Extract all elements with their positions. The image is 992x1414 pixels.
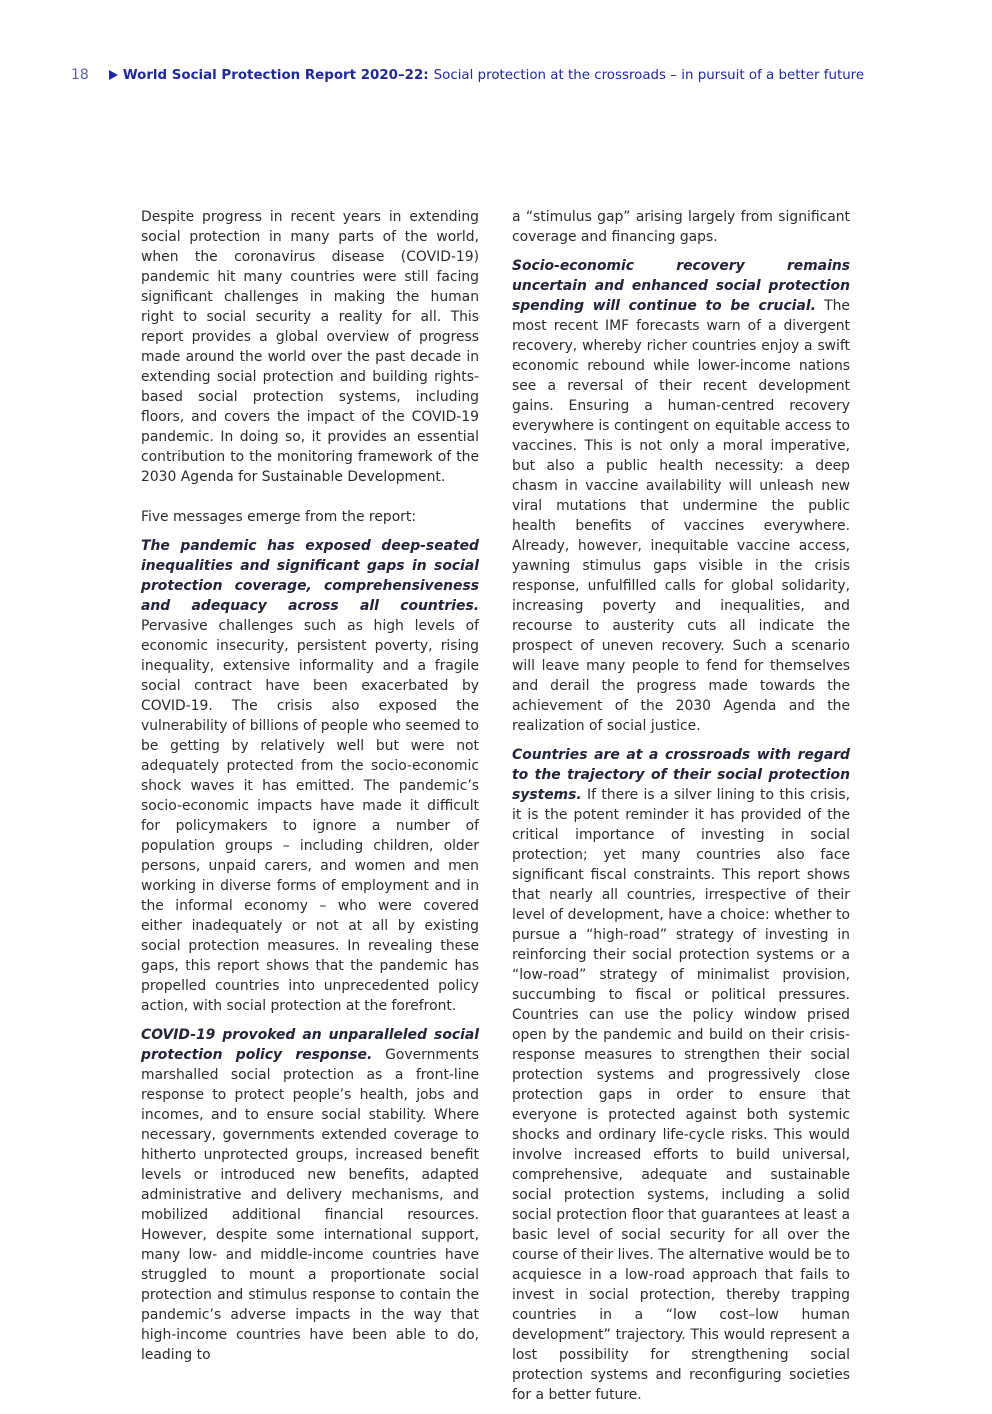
message-3-paragraph: [512, 256, 850, 736]
running-header: [71, 66, 864, 84]
left-column: [141, 207, 479, 1374]
report-subtitle: Social protection at the crossroads – in pursuit of a better future: [433, 67, 865, 83]
right-column: [512, 207, 850, 1414]
message-2-lead: COVID-19 provoked an unparalleled social protection policy response.: [141, 1027, 479, 1063]
message-4-lead: Countries are at a crossroads with regard to the trajectory of their social protection systems.: [512, 747, 850, 803]
message-3-body: The most recent IMF forecasts warn of a divergent recovery, whereby richer countries enjoy a swift economic rebound while lower-income nations see a reversal of their recent development gains. Ensuring a human-centred recovery everywhere is contingent on equitable access to vaccines. This is not only a moral imperative, but also a public health necessity: a deep chasm in vaccine availability will unleash new viral mutations that undermine the public health benefits of vaccines everywhere. Already, however, inequitable vaccine access, yawning stimulus gaps visible in the crisis response, unfulfilled calls for global solidarity, increasing poverty and inequalities, and recourse to austerity cuts all indicate the prospect of uneven recovery. Such a scenario will leave many people to fend for themselves and derail the progress made towards the achievement of the 2030 Agenda and the realization of social justice.: [512, 298, 850, 734]
intro-paragraph: Despite progress in recent years in extending social protection in many parts of the world, when the coronavirus disease (COVID-19) pandemic hit many countries were still facing significant challenges in making the human right to social security a reality for all. This report provides a global overview of progress made around the world over the past decade in extending social protection and building rights-based social protection systems, including floors, and covers the impact of the COVID-19 pandemic. In doing so, it provides an essential contribution to the monitoring framework of the 2030 Agenda for Sustainable Development.: [141, 209, 479, 485]
page-number: 18: [71, 67, 89, 83]
message-1-lead: The pandemic has exposed deep-seated inequalities and significant gaps in social protection coverage, comprehensiveness and adequacy across all countries.: [141, 538, 479, 614]
report-title: World Social Protection Report 2020–22:: [122, 67, 429, 83]
message-2-body: Governments marshalled social protection as a front-line response to protect people’s health, jobs and incomes, and to ensure social stability. Where necessary, governments extended coverage to hitherto unprotected groups, increased benefit levels or introduced new benefits, adapted administrative and delivery mechanisms, and mobilized additional financial resources. However, despite some international support, many low- and middle-income countries have struggled to mount a proportionate social protection and stimulus response to contain the pandemic’s adverse impacts in the way that high-income countries have been able to do, leading to: [141, 1047, 479, 1363]
message-1-paragraph: [141, 536, 479, 1016]
five-messages-intro: Five messages emerge from the report:: [141, 509, 417, 525]
continuation-paragraph: a “stimulus gap” arising largely from significant coverage and financing gaps.: [512, 209, 850, 245]
message-4-body: If there is a silver lining to this crisis, it is the potent reminder it has provided of the critical importance of investing in social protection; yet many countries also face significant fiscal constraints. This report shows that nearly all countries, irrespective of their level of development, have a choice: whether to pursue a “high-road” strategy of investing in reinforcing their social protection systems or a “low-road” strategy of minimalist provision, succumbing to fiscal or political pressures. Countries can use the policy window prised open by the pandemic and build on their crisis-response measures to strengthen their social protection systems and progressively close protection gaps in order to ensure that everyone is protected against both systemic shocks and ordinary life-cycle risks. This would involve increased efforts to build universal, comprehensive, adequate and sustainable social protection systems, including a solid social protection floor that guarantees at least a basic level of social security for all over the course of their lives. The alternative would be to acquiesce in a low-road approach that fails to invest in social protection, thereby trapping countries in a “low cost–low human development” trajectory. This would represent a lost possibility for strengthening social protection systems and reconfiguring societies for a better future.: [512, 787, 850, 1403]
triangle-arrow-icon: [109, 70, 118, 80]
message-4-paragraph: [512, 745, 850, 1405]
message-2-paragraph: [141, 1025, 479, 1365]
message-3-lead: Socio-economic recovery remains uncertain and enhanced social protection spending will continue to be crucial.: [512, 258, 850, 314]
message-1-body: Pervasive challenges such as high levels of economic insecurity, persistent poverty, rising inequality, extensive informality and a fragile social contract have been exacerbated by COVID-19. The crisis also exposed the vulnerability of billions of people who seemed to be getting by relatively well but were not adequately protected from the socio-economic shock waves it has emitted. The pandemic’s socio-economic impacts have made it difficult for policymakers to ignore a number of population groups – including children, older persons, unpaid carers, and women and men working in diverse forms of employment and in the informal economy – who were covered either inadequately or not at all by existing social protection measures. In revealing these gaps, this report shows that the pandemic has propelled countries into unprecedented policy action, with social protection at the forefront.: [141, 618, 479, 1014]
